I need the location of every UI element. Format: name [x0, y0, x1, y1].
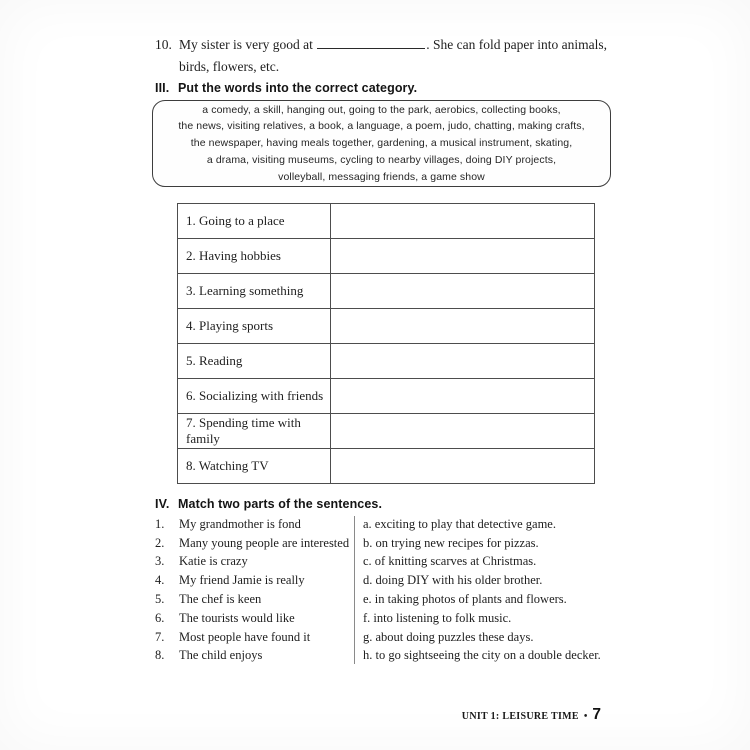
word-bank-line: the newspaper, having meals together, gardening, a musical instrument, skating,: [190, 137, 573, 150]
word-bank-box: [152, 100, 611, 187]
category-label: 7. Spending time with family: [178, 414, 331, 449]
list-item: c. of knitting scarves at Christmas.: [363, 554, 537, 569]
matching-left-column: [155, 515, 354, 665]
answer-blank-line: [317, 38, 425, 49]
item-number: 1.: [155, 516, 165, 531]
question-number: 10.: [155, 37, 172, 52]
answer-cell: [331, 239, 595, 274]
section-3-number: III.: [155, 81, 170, 95]
category-label: 6. Socializing with friends: [178, 379, 331, 414]
category-table: [177, 203, 595, 484]
list-item: [155, 628, 354, 647]
item-text: My friend Jamie is really: [179, 573, 305, 588]
answer-cell: [331, 344, 595, 379]
item-number: 6.: [155, 610, 165, 625]
item-text: The tourists would like: [179, 610, 295, 625]
category-label: 2. Having hobbies: [178, 239, 331, 274]
list-item: b. on trying new recipes for pizzas.: [363, 535, 539, 550]
question-10: [155, 34, 627, 78]
section-3-title: Put the words into the correct category.: [178, 81, 418, 95]
item-number: 7.: [155, 629, 165, 644]
item-text: Katie is crazy: [179, 554, 248, 569]
list-item: [155, 590, 354, 609]
unit-label: UNIT 1: LEISURE TIME: [461, 711, 579, 722]
table-row: [178, 344, 595, 379]
category-label: 3. Learning something: [178, 274, 331, 309]
category-label: 8. Watching TV: [178, 449, 331, 484]
item-number: 2.: [155, 535, 165, 550]
list-item: [155, 553, 354, 572]
answer-cell: [331, 309, 595, 344]
footer-bullet: •: [583, 711, 588, 722]
list-item: [155, 571, 354, 590]
item-text: My grandmother is fond: [179, 516, 301, 531]
table-row: [178, 274, 595, 309]
list-item: f. into listening to folk music.: [363, 610, 512, 625]
word-bank-line: volleyball, messaging friends, a game show: [278, 170, 485, 183]
section-4-heading: [155, 497, 382, 511]
word-bank-line: a drama, visiting museums, cycling to nearby villages, doing DIY projects,: [206, 153, 557, 166]
answer-cell: [331, 274, 595, 309]
item-text: The chef is keen: [179, 592, 262, 607]
list-item: [155, 647, 354, 666]
item-text: The child enjoys: [179, 648, 263, 663]
item-number: 4.: [155, 573, 165, 588]
list-item: h. to go sightseeing the city on a double decker.: [363, 648, 601, 663]
category-label: 4. Playing sports: [178, 309, 331, 344]
list-item: a. exciting to play that detective game.: [363, 516, 556, 531]
table-row: [178, 239, 595, 274]
answer-cell: [331, 449, 595, 484]
item-number: 8.: [155, 648, 165, 663]
answer-cell: [331, 379, 595, 414]
table-row: [178, 449, 595, 484]
section-3-heading: [155, 81, 417, 95]
answer-cell: [331, 204, 595, 239]
list-item: d. doing DIY with his older brother.: [363, 573, 543, 588]
page-number: 7: [592, 706, 601, 723]
word-bank-line: the news, visiting relatives, a book, a language, a poem, judo, chatting, making crafts,: [178, 120, 585, 133]
word-bank-line: a comedy, a skill, hanging out, going to the park, aerobics, collecting books,: [202, 103, 561, 116]
category-label: 1. Going to a place: [178, 204, 331, 239]
answer-cell: [331, 414, 595, 449]
item-number: 5.: [155, 592, 165, 607]
matching-right-column: [355, 515, 607, 665]
table-row: [178, 204, 595, 239]
matching-exercise: [155, 515, 607, 665]
question-text-before-blank: My sister is very good at: [179, 37, 317, 52]
section-4-number: IV.: [155, 497, 170, 511]
section-4-title: Match two parts of the sentences.: [178, 497, 383, 511]
list-item: [155, 515, 354, 534]
list-item: [155, 609, 354, 628]
question-text: [179, 34, 627, 78]
table-row: [178, 414, 595, 449]
category-label: 5. Reading: [178, 344, 331, 379]
table-row: [178, 379, 595, 414]
table-row: [178, 309, 595, 344]
item-text: Most people have found it: [179, 629, 311, 644]
question-text-line2: birds, flowers, etc.: [179, 59, 280, 74]
list-item: [155, 534, 354, 553]
page-footer: [462, 706, 601, 724]
item-number: 3.: [155, 554, 165, 569]
item-text: Many young people are interested: [179, 535, 350, 550]
list-item: g. about doing puzzles these days.: [363, 629, 534, 644]
question-text-after-blank: . She can fold paper into animals,: [426, 37, 607, 52]
list-item: e. in taking photos of plants and flowers.: [363, 592, 567, 607]
